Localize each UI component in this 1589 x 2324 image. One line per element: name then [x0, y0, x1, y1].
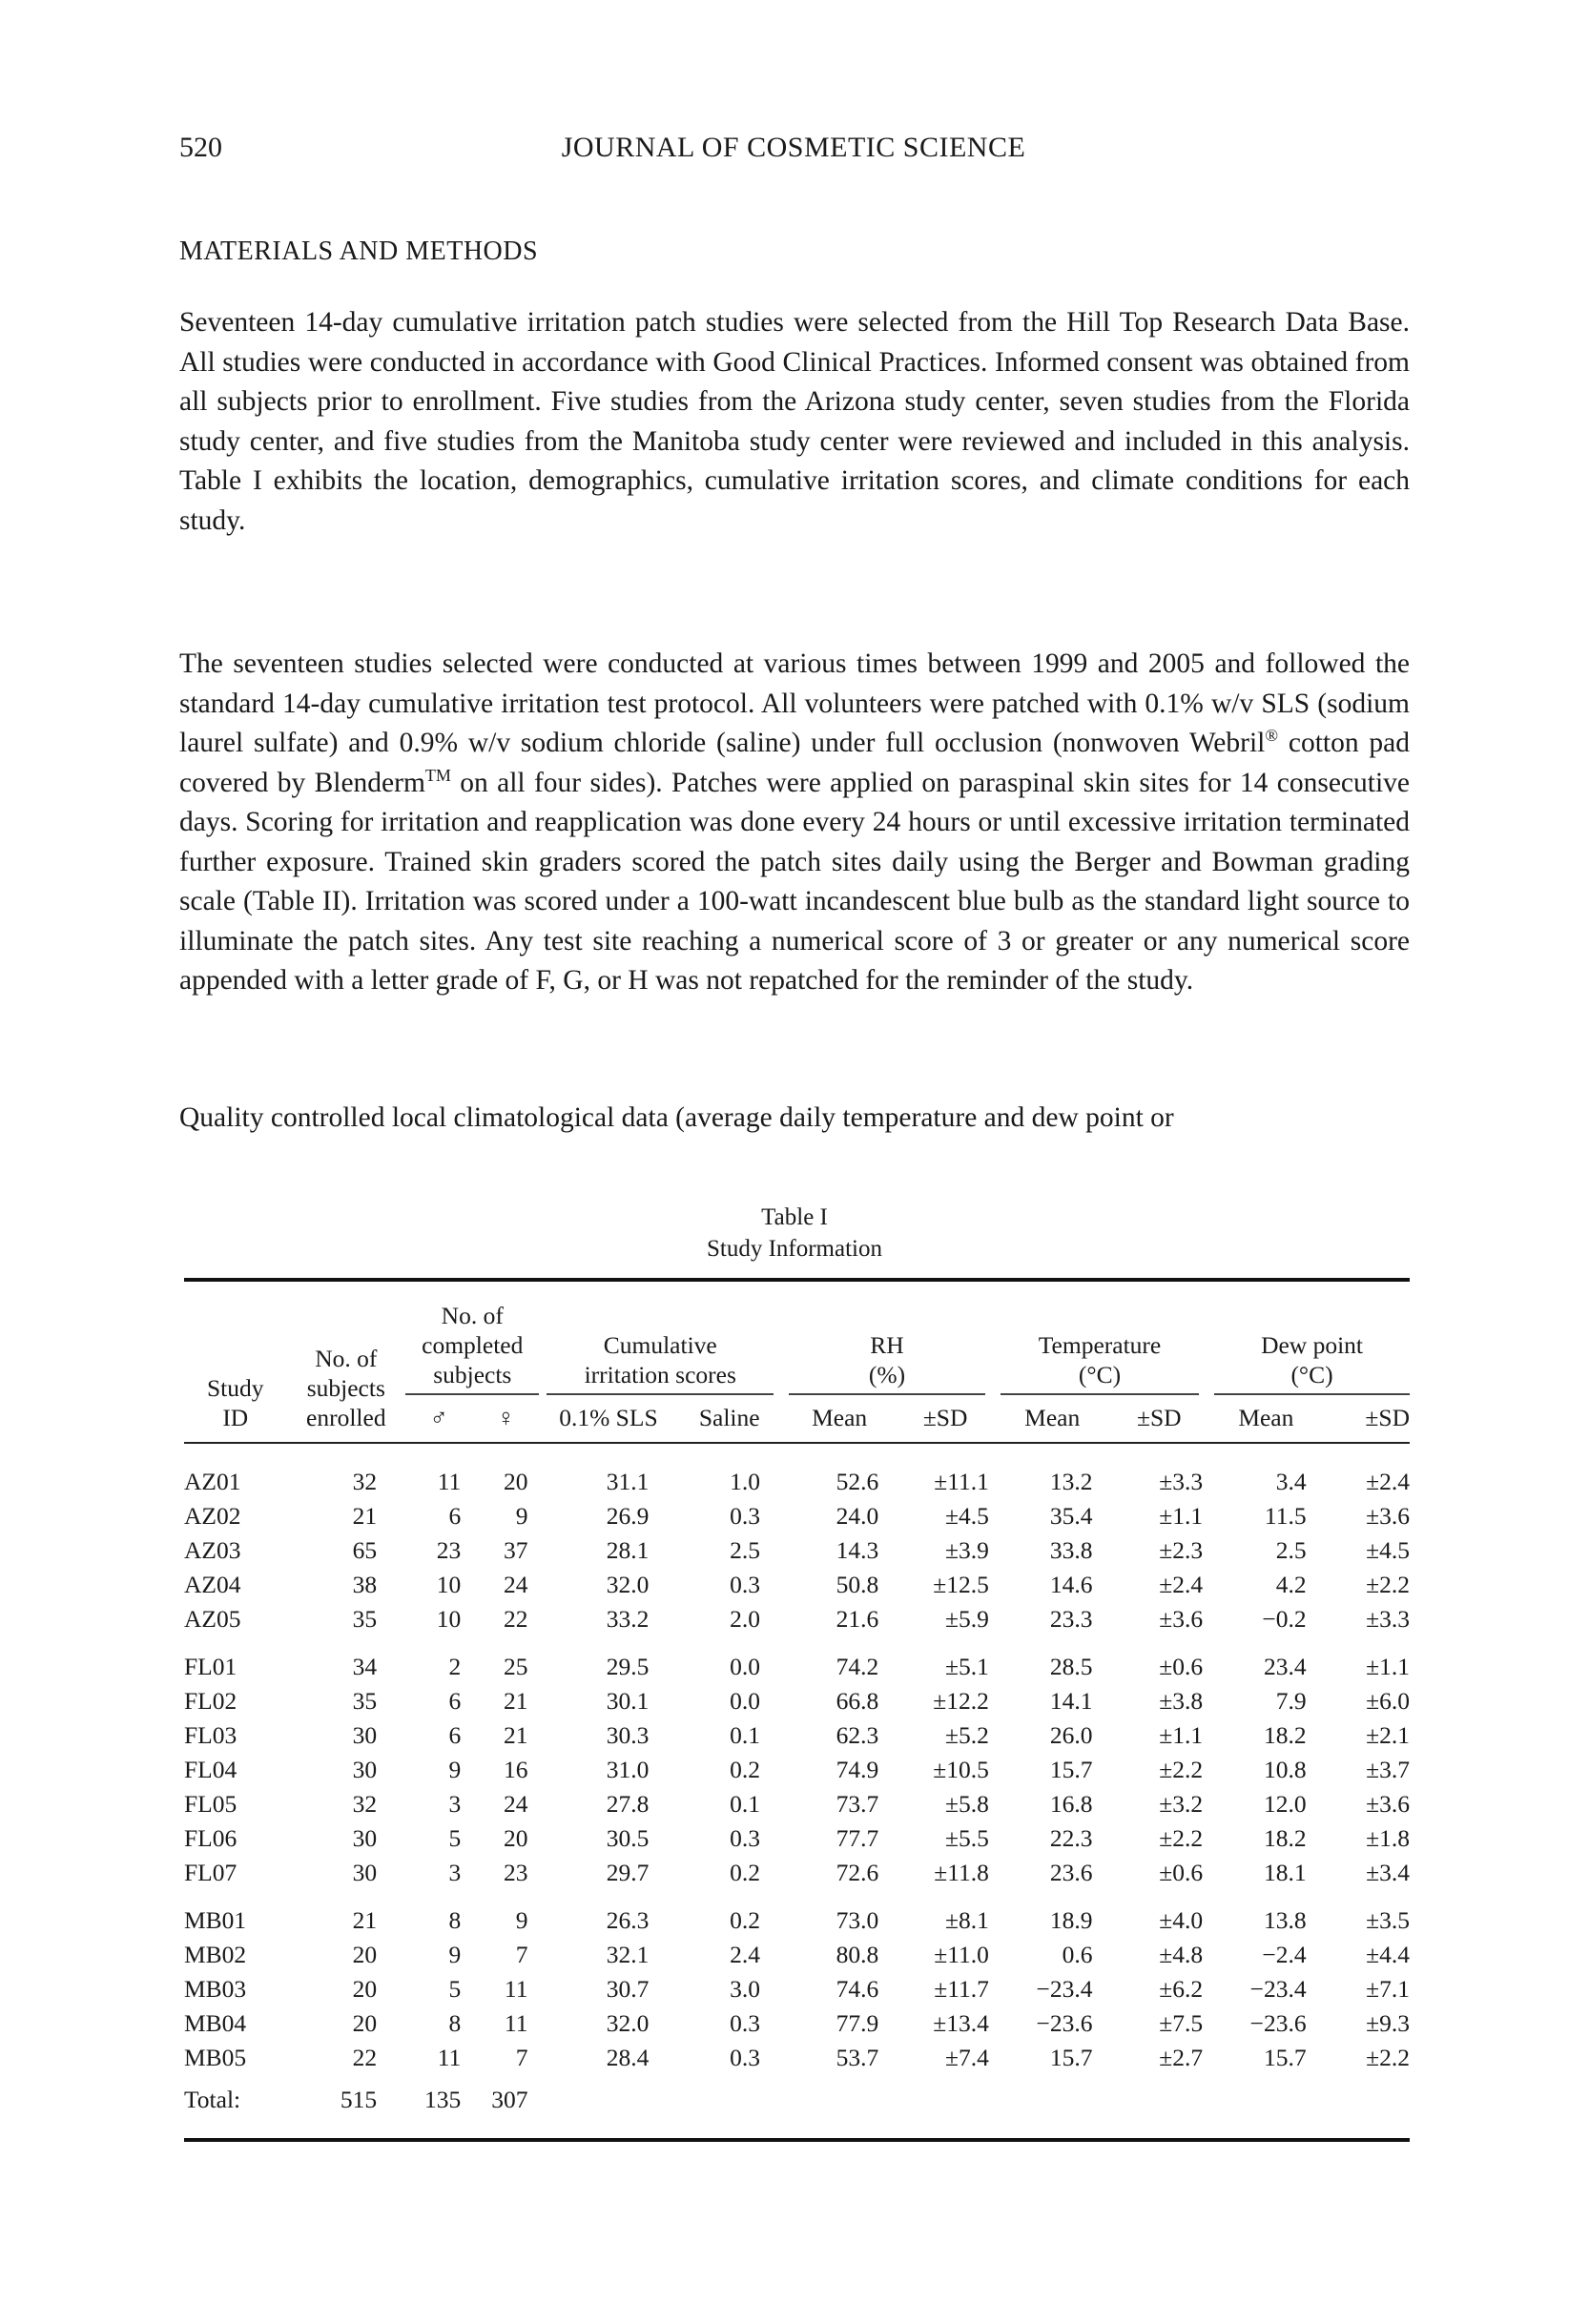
group-spacer — [184, 1890, 1410, 1903]
cell-sls-score: 33.2 — [606, 1605, 650, 1633]
trademark-mark: TM — [424, 765, 451, 785]
cell-female-count: 21 — [503, 1687, 528, 1715]
header-dew-sd: ±SD — [1365, 1404, 1410, 1431]
cell-temp-mean: 18.9 — [1049, 1906, 1093, 1934]
cell-dew-sd: ±3.6 — [1366, 1790, 1410, 1818]
cell-study-id: FL03 — [184, 1721, 237, 1749]
cell-study-id: MB04 — [184, 2009, 247, 2037]
table-row — [184, 1499, 1410, 1533]
cell-temp-mean: 23.3 — [1049, 1605, 1093, 1633]
table-row — [184, 1938, 1410, 1972]
cell-male-count: 5 — [448, 1824, 462, 1852]
cell-dew-mean: 18.2 — [1263, 1824, 1307, 1852]
cell-dew-sd: ±2.2 — [1366, 1571, 1410, 1598]
total-enrolled: 515 — [340, 2086, 378, 2113]
cell-temp-sd: ±1.1 — [1159, 1502, 1204, 1530]
cell-rh-mean: 66.8 — [836, 1687, 879, 1715]
table-row — [184, 2006, 1410, 2041]
cell-temp-mean: −23.4 — [1036, 1975, 1093, 2003]
cell-dew-mean: 11.5 — [1264, 1502, 1307, 1530]
cell-sls-score: 30.1 — [606, 1687, 650, 1715]
total-male: 135 — [424, 2086, 462, 2113]
cell-dew-mean: 15.7 — [1263, 2044, 1307, 2071]
cell-dew-mean: 23.4 — [1263, 1653, 1307, 1680]
cell-temp-sd: ±3.3 — [1159, 1468, 1204, 1495]
cell-rh-sd: ±11.0 — [934, 1941, 989, 1968]
cell-enrolled: 65 — [352, 1536, 378, 1564]
paragraph-study-selection: Seventeen 14-day cumulative irritation patch studies were selected from the Hill Top Research Data Base. All studies were conducted in accordance with Good Clinical Practices. Informed consent was obtained from all subjects prior to enrollment. Five studies from the Arizona study center, seven studies from the Florida study center, and five studies from the Manitoba study center were reviewed and included in this analysis. Table I exhibits the location, demographics, cumulative irritation scores, and climate conditions for each study. — [179, 307, 1410, 536]
cell-saline-score: 0.3 — [730, 1571, 761, 1598]
cell-study-id: FL02 — [184, 1687, 237, 1715]
cell-rh-mean: 77.9 — [836, 2009, 879, 2037]
table-row — [184, 1465, 1410, 1499]
cell-rh-mean: 14.3 — [836, 1536, 879, 1564]
cell-study-id: FL04 — [184, 1756, 237, 1783]
cell-female-count: 9 — [515, 1502, 528, 1530]
cell-saline-score: 0.3 — [730, 1502, 761, 1530]
cell-male-count: 10 — [436, 1571, 462, 1598]
cell-dew-mean: 12.0 — [1263, 1790, 1307, 1818]
cell-enrolled: 30 — [352, 1859, 378, 1886]
cell-sls-score: 26.3 — [606, 1906, 650, 1934]
header-dew-mean: Mean — [1238, 1404, 1294, 1431]
cell-saline-score: 0.3 — [730, 1824, 761, 1852]
cell-study-id: MB02 — [184, 1941, 247, 1968]
cell-enrolled: 20 — [352, 1975, 378, 2003]
cell-dew-sd: ±6.0 — [1366, 1687, 1410, 1715]
table-bottom-rule — [184, 2138, 1410, 2142]
cell-saline-score: 0.2 — [730, 1756, 761, 1783]
cell-female-count: 11 — [504, 2009, 528, 2037]
cell-male-count: 11 — [437, 2044, 462, 2071]
cell-rh-mean: 62.3 — [836, 1721, 879, 1749]
cell-male-count: 23 — [436, 1536, 462, 1564]
cell-temp-mean: −23.6 — [1036, 2009, 1093, 2037]
cell-temp-sd: ±7.5 — [1159, 2009, 1204, 2037]
cell-temp-mean: 15.7 — [1049, 2044, 1093, 2071]
cell-rh-sd: ±13.4 — [933, 2009, 989, 2037]
cell-rh-sd: ±7.4 — [945, 2044, 989, 2071]
cell-temp-sd: ±3.6 — [1159, 1605, 1204, 1633]
cell-sls-score: 29.7 — [606, 1859, 650, 1886]
table-row — [184, 1903, 1410, 1938]
table-total-row — [184, 2075, 1410, 2125]
table-row — [184, 1533, 1410, 1568]
cell-enrolled: 32 — [352, 1790, 378, 1818]
cell-male-count: 2 — [448, 1653, 462, 1680]
table-row — [184, 1568, 1410, 1602]
cell-saline-score: 0.1 — [730, 1721, 761, 1749]
cell-dew-sd: ±2.2 — [1366, 2044, 1410, 2071]
cell-sls-score: 31.1 — [606, 1468, 650, 1495]
group-spacer — [184, 1636, 1410, 1650]
cell-enrolled: 21 — [352, 1502, 378, 1530]
cell-temp-mean: 23.6 — [1049, 1859, 1093, 1886]
cell-study-id: FL01 — [184, 1653, 237, 1680]
cell-dew-sd: ±2.1 — [1366, 1721, 1410, 1749]
header-dew-point: Dew point (°C) — [1214, 1330, 1410, 1395]
cell-temp-mean: 0.6 — [1062, 1941, 1093, 1968]
cell-dew-mean: 18.2 — [1263, 1721, 1307, 1749]
cell-temp-mean: 16.8 — [1049, 1790, 1093, 1818]
cell-study-id: MB03 — [184, 1975, 247, 2003]
cell-dew-mean: −2.4 — [1262, 1941, 1307, 1968]
cell-temp-mean: 13.2 — [1049, 1468, 1093, 1495]
header-completed-subjects: No. of completed subjects — [405, 1301, 539, 1395]
cell-temp-sd: ±2.4 — [1159, 1571, 1204, 1598]
cell-male-count: 5 — [448, 1975, 462, 2003]
cell-dew-mean: 7.9 — [1275, 1687, 1307, 1715]
cell-sls-score: 30.5 — [606, 1824, 650, 1852]
header-temp-mean: Mean — [1024, 1404, 1081, 1431]
cell-male-count: 6 — [448, 1721, 462, 1749]
cell-female-count: 7 — [515, 1941, 528, 1968]
header-female: ♀ — [496, 1404, 515, 1431]
table-label: Table I — [761, 1204, 828, 1230]
cell-rh-sd: ±12.5 — [933, 1571, 989, 1598]
table-row — [184, 1684, 1410, 1718]
cell-dew-mean: −23.4 — [1249, 1975, 1307, 2003]
cell-temp-sd: ±2.3 — [1159, 1536, 1204, 1564]
cell-rh-mean: 77.7 — [836, 1824, 879, 1852]
cell-enrolled: 30 — [352, 1756, 378, 1783]
cell-temp-mean: 35.4 — [1049, 1502, 1093, 1530]
cell-sls-score: 30.7 — [606, 1975, 650, 2003]
cell-female-count: 16 — [503, 1756, 528, 1783]
cell-saline-score: 0.2 — [730, 1906, 761, 1934]
cell-sls-score: 27.8 — [606, 1790, 650, 1818]
cell-dew-sd: ±2.4 — [1366, 1468, 1410, 1495]
cell-rh-sd: ±11.1 — [934, 1468, 989, 1495]
cell-enrolled: 21 — [352, 1906, 378, 1934]
cell-rh-mean: 53.7 — [836, 2044, 879, 2071]
page-header — [179, 132, 1408, 170]
section-heading: MATERIALS AND METHODS — [179, 237, 539, 266]
cell-female-count: 20 — [503, 1468, 528, 1495]
table-header — [184, 1282, 1410, 1442]
cell-saline-score: 0.3 — [730, 2044, 761, 2071]
cell-dew-mean: −23.6 — [1249, 2009, 1307, 2037]
cell-rh-mean: 74.6 — [836, 1975, 879, 2003]
cell-female-count: 23 — [503, 1859, 528, 1886]
header-enrolled: enrolled — [306, 1404, 386, 1431]
cell-rh-sd: ±12.2 — [933, 1687, 989, 1715]
cell-male-count: 8 — [448, 2009, 462, 2037]
cell-female-count: 24 — [503, 1790, 528, 1818]
cell-female-count: 25 — [503, 1653, 528, 1680]
header-rh-sd: ±SD — [922, 1404, 968, 1431]
header-no-of: No. of — [315, 1345, 378, 1372]
cell-female-count: 11 — [504, 1975, 528, 2003]
cell-study-id: AZ01 — [184, 1468, 241, 1495]
cell-rh-sd: ±3.9 — [945, 1536, 989, 1564]
cell-study-id: AZ02 — [184, 1502, 241, 1530]
cell-temp-sd: ±4.8 — [1159, 1941, 1204, 1968]
cell-saline-score: 0.0 — [730, 1687, 761, 1715]
cell-enrolled: 20 — [352, 1941, 378, 1968]
cell-temp-mean: 26.0 — [1049, 1721, 1093, 1749]
cell-dew-sd: ±1.8 — [1366, 1824, 1410, 1852]
cell-dew-mean: −0.2 — [1262, 1605, 1307, 1633]
cell-enrolled: 38 — [352, 1571, 378, 1598]
cell-temp-sd: ±4.0 — [1159, 1906, 1204, 1934]
table-row — [184, 2041, 1410, 2075]
cell-enrolled: 20 — [352, 2009, 378, 2037]
cell-study-id: MB01 — [184, 1906, 247, 1934]
cell-temp-sd: ±3.8 — [1159, 1687, 1204, 1715]
cell-rh-mean: 21.6 — [836, 1605, 879, 1633]
cell-dew-mean: 18.1 — [1263, 1859, 1307, 1886]
cell-rh-mean: 72.6 — [836, 1859, 879, 1886]
cell-rh-mean: 73.0 — [836, 1906, 879, 1934]
running-title: JOURNAL OF COSMETIC SCIENCE — [561, 132, 1026, 163]
table-row — [184, 1972, 1410, 2006]
cell-temp-sd: ±0.6 — [1159, 1859, 1204, 1886]
cell-sls-score: 32.0 — [606, 1571, 650, 1598]
cell-saline-score: 2.4 — [730, 1941, 761, 1968]
cell-sls-score: 30.3 — [606, 1721, 650, 1749]
cell-temp-mean: 14.6 — [1049, 1571, 1093, 1598]
cell-rh-sd: ±10.5 — [933, 1756, 989, 1783]
cell-dew-sd: ±3.4 — [1366, 1859, 1410, 1886]
cell-temp-sd: ±1.1 — [1159, 1721, 1204, 1749]
cell-sls-score: 32.1 — [606, 1941, 650, 1968]
table-row — [184, 1718, 1410, 1753]
header-rh: RH (%) — [789, 1330, 985, 1395]
cell-enrolled: 22 — [352, 2044, 378, 2071]
cell-sls-score: 28.4 — [606, 2044, 650, 2071]
cell-sls-score: 28.1 — [606, 1536, 650, 1564]
cell-rh-mean: 80.8 — [836, 1941, 879, 1968]
paragraph-protocol-part-c: on all four sides). Patches were applied on paraspinal skin sites for 14 consecutive days. Scoring for irritation and reapplication was done every 24 hours or until excessive irritation terminated further exposure. Trained skin graders scored the patch sites daily using the Berger and Bowman grading scale (Table II). Irritation was scored under a 100-watt incandescent blue bulb as the standard light source to illuminate the patch sites. Any test site reaching a numerical score of 3 or greater or any numerical score appended with a letter grade of F, G, or H was not repatched for the reminder of the study. — [179, 767, 1410, 996]
cell-enrolled: 35 — [352, 1687, 378, 1715]
cell-sls-score: 29.5 — [606, 1653, 650, 1680]
cell-rh-sd: ±5.9 — [945, 1605, 989, 1633]
cell-temp-mean: 14.1 — [1049, 1687, 1093, 1715]
cell-rh-sd: ±11.7 — [934, 1975, 989, 2003]
header-study: Study — [207, 1374, 264, 1402]
cell-saline-score: 2.0 — [730, 1605, 761, 1633]
header-saline: Saline — [698, 1404, 760, 1431]
cell-rh-mean: 50.8 — [836, 1571, 879, 1598]
cell-temp-sd: ±6.2 — [1159, 1975, 1204, 2003]
header-temp-sd: ±SD — [1136, 1404, 1182, 1431]
table-title: Study Information — [706, 1236, 882, 1262]
cell-saline-score: 0.0 — [730, 1653, 761, 1680]
cell-sls-score: 26.9 — [606, 1502, 650, 1530]
cell-female-count: 22 — [503, 1605, 528, 1633]
total-female: 307 — [491, 2086, 528, 2113]
cell-saline-score: 0.2 — [730, 1859, 761, 1886]
cell-temp-sd: ±2.2 — [1159, 1824, 1204, 1852]
cell-female-count: 7 — [515, 2044, 528, 2071]
total-label: Total: — [184, 2086, 241, 2113]
paragraph-protocol — [179, 645, 1410, 1001]
table-body — [184, 1444, 1410, 2125]
cell-dew-mean: 3.4 — [1275, 1468, 1307, 1495]
cell-temp-mean: 28.5 — [1049, 1653, 1093, 1680]
paragraph-protocol-part-b: cotton pad covered by Blenderm — [179, 728, 1410, 798]
table-row — [184, 1650, 1410, 1684]
cell-dew-sd: ±7.1 — [1366, 1975, 1410, 2003]
cell-saline-score: 3.0 — [730, 1975, 761, 2003]
header-subjects: subjects — [306, 1374, 385, 1402]
header-id: ID — [222, 1404, 249, 1431]
table-row — [184, 1753, 1410, 1787]
table-row — [184, 1821, 1410, 1856]
cell-enrolled: 35 — [352, 1605, 378, 1633]
cell-female-count: 20 — [503, 1824, 528, 1852]
header-sls: 0.1% SLS — [559, 1404, 658, 1431]
cell-rh-sd: ±5.5 — [945, 1824, 989, 1852]
cell-study-id: MB05 — [184, 2044, 247, 2071]
cell-male-count: 10 — [436, 1605, 462, 1633]
table-row — [184, 1856, 1410, 1890]
cell-saline-score: 0.3 — [730, 2009, 761, 2037]
cell-male-count: 3 — [448, 1859, 462, 1886]
cell-saline-score: 0.1 — [730, 1790, 761, 1818]
cell-temp-mean: 15.7 — [1049, 1756, 1093, 1783]
cell-temp-sd: ±3.2 — [1159, 1790, 1204, 1818]
header-rh-mean: Mean — [812, 1404, 868, 1431]
cell-dew-sd: ±4.4 — [1366, 1941, 1410, 1968]
cell-saline-score: 1.0 — [730, 1468, 761, 1495]
cell-dew-mean: 13.8 — [1263, 1906, 1307, 1934]
cell-temp-sd: ±0.6 — [1159, 1653, 1204, 1680]
cell-rh-mean: 73.7 — [836, 1790, 879, 1818]
cell-temp-mean: 22.3 — [1049, 1824, 1093, 1852]
cell-sls-score: 32.0 — [606, 2009, 650, 2037]
cell-rh-mean: 74.2 — [836, 1653, 879, 1680]
cell-rh-mean: 24.0 — [836, 1502, 879, 1530]
cell-male-count: 3 — [448, 1790, 462, 1818]
cell-enrolled: 34 — [352, 1653, 378, 1680]
cell-temp-sd: ±2.2 — [1159, 1756, 1204, 1783]
cell-study-id: FL06 — [184, 1824, 237, 1852]
cell-male-count: 9 — [448, 1756, 462, 1783]
header-male: ♂ — [429, 1404, 448, 1431]
cell-male-count: 6 — [448, 1502, 462, 1530]
cell-sls-score: 31.0 — [606, 1756, 650, 1783]
cell-male-count: 6 — [448, 1687, 462, 1715]
cell-enrolled: 30 — [352, 1721, 378, 1749]
table-row — [184, 1602, 1410, 1636]
cell-saline-score: 2.5 — [730, 1536, 761, 1564]
cell-dew-sd: ±9.3 — [1366, 2009, 1410, 2037]
cell-male-count: 9 — [448, 1941, 462, 1968]
cell-study-id: AZ05 — [184, 1605, 241, 1633]
cell-dew-mean: 10.8 — [1263, 1756, 1307, 1783]
cell-male-count: 11 — [437, 1468, 462, 1495]
cell-dew-sd: ±3.6 — [1366, 1502, 1410, 1530]
cell-rh-sd: ±11.8 — [934, 1859, 989, 1886]
cell-rh-mean: 52.6 — [836, 1468, 879, 1495]
cell-dew-sd: ±3.3 — [1366, 1605, 1410, 1633]
cell-rh-sd: ±4.5 — [945, 1502, 989, 1530]
cell-dew-sd: ±3.5 — [1366, 1906, 1410, 1934]
cell-dew-sd: ±3.7 — [1366, 1756, 1410, 1783]
cell-female-count: 9 — [515, 1906, 528, 1934]
cell-study-id: FL05 — [184, 1790, 237, 1818]
cell-dew-sd: ±1.1 — [1366, 1653, 1410, 1680]
cell-rh-sd: ±8.1 — [945, 1906, 989, 1934]
cell-female-count: 37 — [503, 1536, 528, 1564]
cell-temp-sd: ±2.7 — [1159, 2044, 1204, 2071]
cell-temp-mean: 33.8 — [1049, 1536, 1093, 1564]
header-temperature: Temperature (°C) — [1001, 1330, 1199, 1395]
cell-enrolled: 32 — [352, 1468, 378, 1495]
header-cumulative-irritation: Cumulative irritation scores — [547, 1330, 774, 1395]
cell-female-count: 24 — [503, 1571, 528, 1598]
cell-rh-mean: 74.9 — [836, 1756, 879, 1783]
cell-rh-sd: ±5.2 — [945, 1721, 989, 1749]
study-information-table — [184, 1278, 1410, 2142]
cell-study-id: AZ03 — [184, 1536, 241, 1564]
cell-study-id: AZ04 — [184, 1571, 241, 1598]
cell-study-id: FL07 — [184, 1859, 237, 1886]
cell-dew-sd: ±4.5 — [1366, 1536, 1410, 1564]
paragraph-protocol-part-a: The seventeen studies selected were conducted at various times between 1999 and 2005 and followed the standard 14-day cumulative irritation test protocol. All volunteers were patched with 0.1% w/v SLS (sodium laurel sulfate) and 0.9% w/v sodium chloride (saline) under full occlusion (nonwoven Webril — [179, 648, 1410, 758]
cell-male-count: 8 — [448, 1906, 462, 1934]
cell-rh-sd: ±5.8 — [945, 1790, 989, 1818]
paragraph-climate-data: Quality controlled local climatological data (average daily temperature and dew point or — [179, 1102, 1174, 1133]
registered-mark: ® — [1265, 726, 1279, 746]
cell-enrolled: 30 — [352, 1824, 378, 1852]
cell-female-count: 21 — [503, 1721, 528, 1749]
page-number: 520 — [179, 132, 222, 163]
cell-dew-mean: 4.2 — [1275, 1571, 1307, 1598]
table-row — [184, 1787, 1410, 1821]
cell-rh-sd: ±5.1 — [945, 1653, 989, 1680]
cell-dew-mean: 2.5 — [1275, 1536, 1307, 1564]
